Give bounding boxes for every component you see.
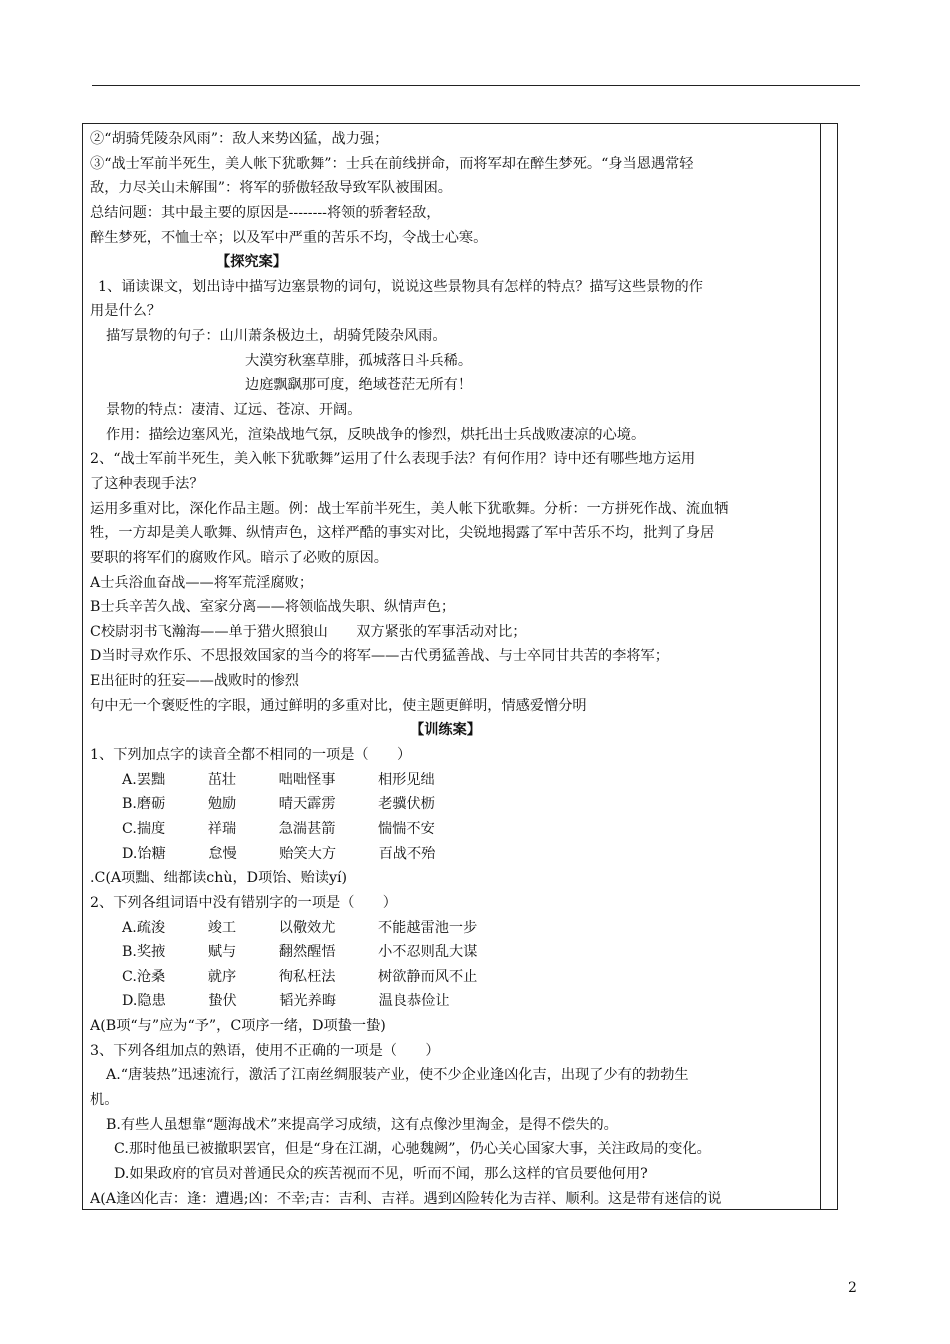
document-body <box>90 127 816 1211</box>
text-line: 描写景物的句子：山川萧条极边土，胡骑凭陵杂风雨。 <box>106 328 447 345</box>
text-line: C.沧桑 就序 徇私枉法 树欲静而风不止 <box>122 968 478 985</box>
text-line: B.有些人虽想靠“题海战术”来提高学习成绩，这有点像沙里淘金，是得不偿失的。 <box>106 1116 618 1133</box>
text-line: E出征时的狂妄——战败时的惨烈 <box>90 673 299 690</box>
text-line: D.饴糖 怠慢 贻笑大方 百战不殆 <box>122 845 436 862</box>
text-line: 1、下列加点字的读音全都不相同的一项是（ ） <box>90 747 412 764</box>
text-line: A.罢黜 茁壮 咄咄怪事 相形见绌 <box>122 771 435 788</box>
text-line: B士兵辛苦久战、室家分离——将领临战失职、纵情声色； <box>90 599 456 616</box>
text-line: C校尉羽书飞瀚海——单于猎火照狼山 双方紧张的军事活动对比； <box>90 623 527 640</box>
page-number: 2 <box>848 1280 857 1296</box>
text-line: 1、诵读课文，划出诗中描写边塞景物的词句，说说这些景物具有怎样的特点？描写这些景物的作 <box>98 278 703 295</box>
text-line: 大漠穷秋塞草腓，孤城落日斗兵稀。 <box>245 352 473 369</box>
text-line: 了这种表现手法？ <box>90 475 204 492</box>
text-line: 运用多重对比，深化作品主题。例：战士军前半死生，美人帐下犹歌舞。分析：一方拼死作战、流血牺 <box>90 500 729 517</box>
text-line: 作用：描绘边塞风光，渲染战地气氛，反映战争的惨烈，烘托出士兵战败凄凉的心境。 <box>106 426 646 443</box>
text-line: A士兵浴血奋战——将军荒淫腐败； <box>90 574 314 591</box>
text-line: 总结问题：其中最主要的原因是--------将领的骄奢轻敌， <box>90 204 441 221</box>
text-line: D.如果政府的官员对普通民众的疾苦视而不见，听而不闻，那么这样的官员要他何用? <box>114 1165 648 1182</box>
text-line: 醉生梦死，不恤士卒；以及军中严重的苦乐不均，令战士心寒。 <box>90 229 488 246</box>
text-line: .C(A项黜、绌都读chù，D项饴、贻读yí) <box>90 870 348 887</box>
text-line: 边庭飘飖那可度，绝域苍茫无所有！ <box>245 377 473 394</box>
section-heading: 【探究案】 <box>216 254 287 271</box>
text-line: 句中无一个褒贬性的字眼，通过鲜明的多重对比，使主题更鲜明，情感爱憎分明 <box>90 697 587 714</box>
text-line: 2、下列各组词语中没有错别字的一项是（ ） <box>90 894 397 911</box>
text-line: 牲，一方却是美人歌舞、纵情声色，这样严酷的事实对比，尖锐地揭露了军中苦乐不均，批判了身居 <box>90 525 715 542</box>
text-line: B.奖掖 赋与 翻然醒悟 小不忍则乱大谋 <box>122 944 478 961</box>
table-side-cell <box>819 123 838 1210</box>
text-line: 2、“战士军前半死生，美入帐下犹歌舞”运用了什么表现手法？有何作用？诗中还有哪些地方运用 <box>90 451 696 468</box>
text-line: 敌，力尽关山未解围”：将军的骄傲轻敌导致军队被围困。 <box>90 180 452 197</box>
text-line: C.那时他虽已被撤职罢官，但是“身在江湖，心驰魏阙”，仍心关心国家大事，关注政局的变化。 <box>114 1141 711 1158</box>
text-line: 用是什么？ <box>90 303 161 320</box>
text-line: C.揣度 祥瑞 急湍甚箭 惴惴不安 <box>122 820 435 837</box>
text-line: 3、下列各组加点的熟语，使用不正确的一项是（ ） <box>90 1042 440 1059</box>
header-rule <box>92 85 860 86</box>
text-line: ②“胡骑凭陵杂风雨”：敌人来势凶猛，战力强； <box>90 131 389 147</box>
text-line: D.隐患 蛰伏 韬光养晦 温良恭俭让 <box>122 993 450 1010</box>
text-line: 要职的将军们的腐败作风。暗示了必败的原因。 <box>90 549 388 566</box>
section-heading: 【训练案】 <box>410 722 481 739</box>
text-line: A(A逢凶化吉：逢：遭遇;凶：不幸;吉：吉利、吉祥。遇到凶险转化为吉祥、顺利。这是带有迷信的说 <box>90 1190 722 1207</box>
text-line: ③“战士军前半死生，美人帐下犹歌舞”：士兵在前线拼命，而将军却在醉生梦死。“身当恩遇常轻 <box>90 155 694 172</box>
text-line: 机。 <box>90 1091 119 1108</box>
text-line: D当时寻欢作乐、不思报效国家的当今的将军——古代勇猛善战、与士卒同甘共苦的李将军； <box>90 648 669 665</box>
text-line: 景物的特点：凄清、辽远、苍凉、开阔。 <box>106 402 362 419</box>
text-line: A.疏浚 竣工 以儆效尤 不能越雷池一步 <box>122 919 478 936</box>
text-line: A.“唐装热”迅速流行，激活了江南丝绸服装产业，使不少企业逢凶化吉，出现了少有的勃勃生 <box>106 1067 689 1084</box>
text-line: B.磨砺 勉励 晴天霹雳 老骥伏枥 <box>122 796 435 813</box>
text-line: A(B项“与”应为“予”，C项序一绪，D项蛰一蛰) <box>90 1018 386 1035</box>
